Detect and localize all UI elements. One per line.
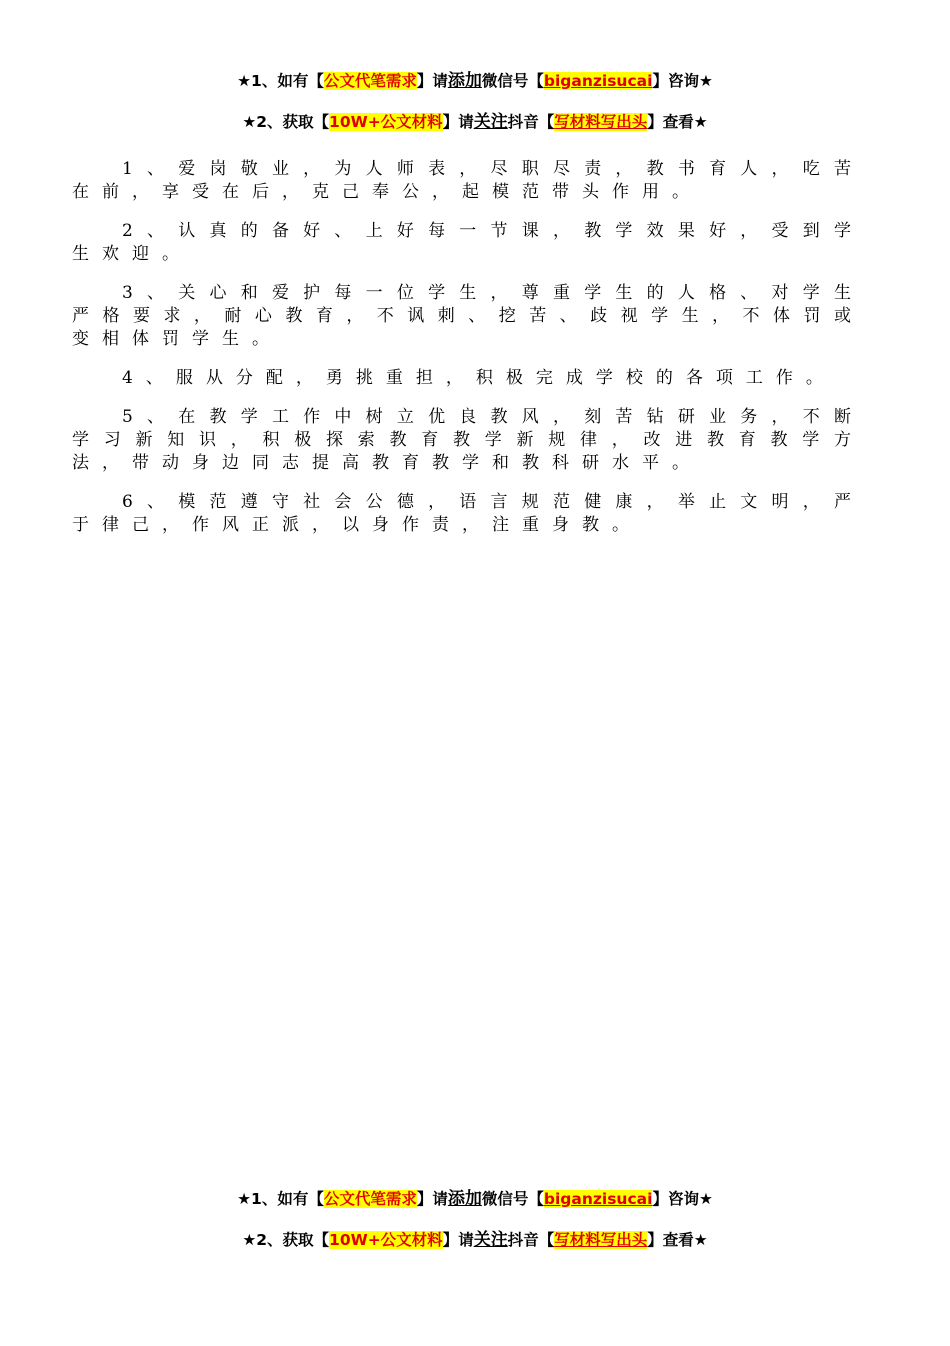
paragraph-4: 4、服从分配，勇挑重担，积极完成学校的各项工作。 [122, 368, 836, 388]
promo-highlight: 10W+公文材料 [329, 113, 443, 131]
promo-underlined: 添加 [447, 1189, 482, 1209]
paragraph-2: 2、认真的备好、上好每一节课，教学效果好，受到学生欢迎。 [72, 221, 864, 264]
promo-text: 】查看★ [647, 113, 708, 131]
promo-text: 】查看★ [647, 1231, 708, 1249]
promo-line-1 [0, 1180, 950, 1221]
promo-line-2 [0, 1221, 950, 1262]
promo-text: 】咨询★ [652, 72, 713, 90]
promo-text: 微信号【 [481, 1190, 544, 1208]
paragraph-1: 1、爱岗敬业，为人师表，尽职尽责，教书育人，吃苦在前，享受在后，克己奉公，起模范带头作用。 [72, 159, 864, 202]
promo-text: ★2、获取【 [242, 1231, 330, 1249]
promo-text: 】请 [442, 113, 474, 131]
promo-text: 抖音【 [507, 113, 555, 131]
promo-text: 】咨询★ [652, 1190, 713, 1208]
promo-text: ★1、如有【 [237, 1190, 324, 1208]
promo-highlight-wechat-id: biganzisucai [543, 1190, 653, 1208]
promo-highlight-wechat-id: biganzisucai [543, 72, 653, 90]
paragraph-5: 5、在教学工作中树立优良教风，刻苦钻研业务，不断学习新知识，积极探索教育教学新规律，改进教育教学方法，带动身边同志提高教育教学和教科研水平。 [72, 407, 864, 473]
promo-banner-top [0, 62, 950, 144]
promo-text: 】请 [416, 1190, 448, 1208]
promo-highlight-douyin: 写材料写出头 [554, 113, 648, 131]
promo-text: 微信号【 [481, 72, 544, 90]
promo-underlined: 关注 [473, 1230, 508, 1250]
promo-highlight: 公文代笔需求 [323, 72, 417, 90]
document-body [72, 158, 864, 553]
promo-banner-bottom [0, 1180, 950, 1262]
promo-highlight-douyin: 写材料写出头 [554, 1231, 648, 1249]
paragraph-6: 6、模范遵守社会公德，语言规范健康，举止文明，严于律己，作风正派，以身作责，注重身教。 [72, 492, 864, 535]
promo-text: ★2、获取【 [242, 113, 330, 131]
promo-text: 抖音【 [507, 1231, 555, 1249]
paragraph-3: 3、关心和爱护每一位学生，尊重学生的人格、对学生严格要求，耐心教育，不讽刺、挖苦、歧视学生，不体罚或变相体罚学生。 [72, 283, 864, 349]
promo-underlined: 关注 [473, 112, 508, 132]
promo-highlight: 公文代笔需求 [323, 1190, 417, 1208]
promo-underlined: 添加 [447, 71, 482, 91]
promo-line-1 [0, 62, 950, 103]
promo-text: ★1、如有【 [237, 72, 324, 90]
promo-text: 】请 [416, 72, 448, 90]
promo-highlight: 10W+公文材料 [329, 1231, 443, 1249]
promo-line-2 [0, 103, 950, 144]
promo-text: 】请 [442, 1231, 474, 1249]
